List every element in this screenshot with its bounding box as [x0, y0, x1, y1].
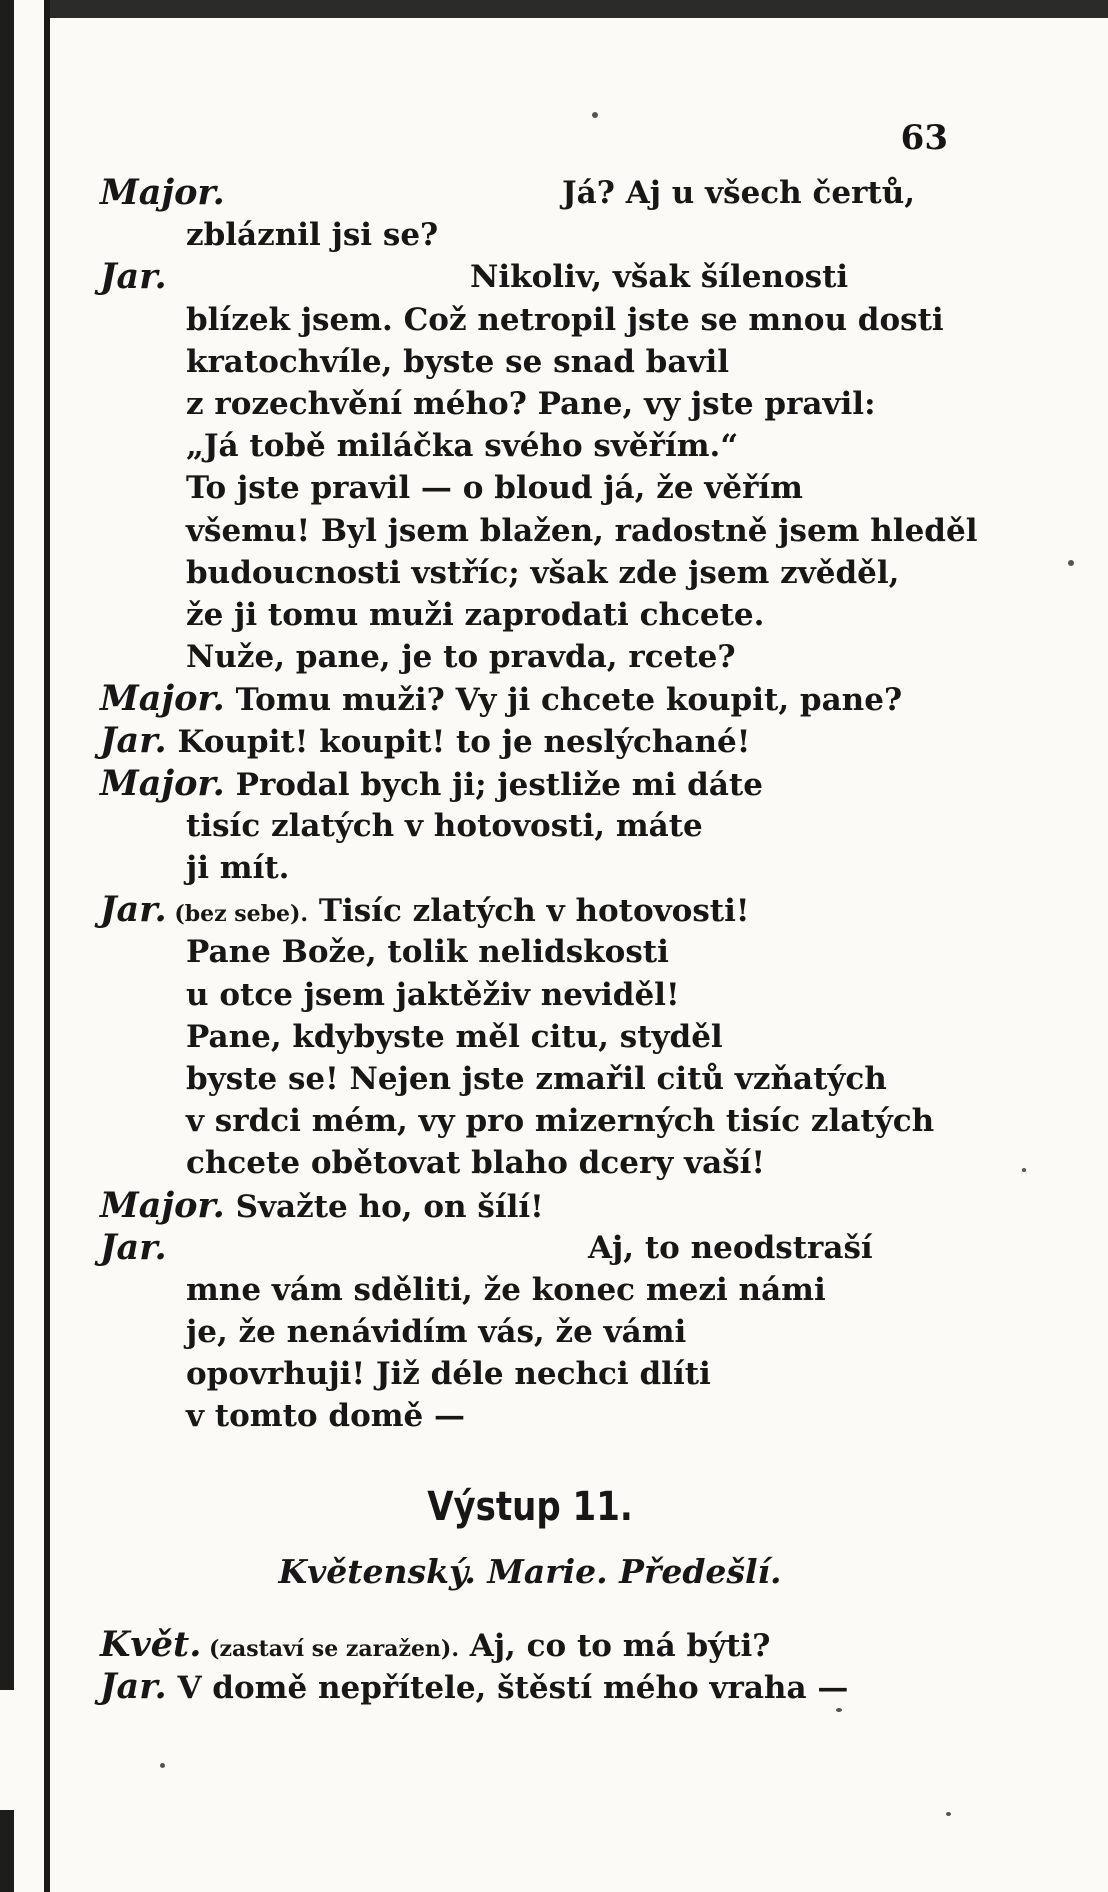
speaker-name: Jar. — [100, 720, 167, 762]
line-text: mne vám sděliti, že konec mezi námi — [186, 1271, 826, 1308]
text-line — [100, 172, 960, 214]
text-line — [100, 763, 960, 805]
text-line — [100, 552, 960, 594]
text-line — [100, 256, 960, 298]
page-number: 63 — [900, 118, 948, 158]
scan-edge-left — [0, 0, 14, 1892]
line-text: „Já tobě miláčka svého svěřím.“ — [186, 428, 739, 465]
line-text: Já? Aj u všech čertů, — [562, 175, 916, 211]
line-text: Nuže, pane, je to pravda, rcete? — [186, 639, 736, 676]
text-line — [100, 1395, 960, 1437]
speck — [946, 1812, 951, 1816]
line-text: Prodal bych ji; jestliže mi dáte — [224, 766, 763, 803]
text-line — [100, 1353, 960, 1395]
dialogue-block — [100, 1624, 960, 1708]
line-text: zbláznil jsi se? — [186, 217, 439, 254]
line-text: blízek jsem. Což netropil jste se mnou dosti — [186, 301, 944, 338]
text-line — [100, 678, 960, 720]
speaker-name: Major. — [100, 172, 225, 213]
text-line — [100, 1016, 960, 1058]
speaker-name: Major. — [100, 1184, 225, 1226]
text-line — [100, 510, 978, 552]
scene-heading: Výstup 11. — [427, 1483, 633, 1530]
text-line — [100, 636, 960, 678]
line-text: z rozechvění mého? Pane, vy jste pravil: — [186, 385, 876, 422]
text-line — [100, 1227, 960, 1269]
margin-gap — [0, 1690, 14, 1810]
text-line — [100, 1185, 960, 1227]
line-text: u otce jsem jaktěživ neviděl! — [186, 976, 680, 1013]
text-line — [100, 1624, 960, 1666]
line-text: opovrhuji! Již déle nechci dlíti — [186, 1356, 711, 1393]
scene-cast: Květenský. Marie. Předešlí. — [278, 1551, 782, 1591]
text-line — [100, 847, 960, 889]
text-line — [100, 1100, 960, 1142]
line-text: byste se! Nejen jste zmařil citů vzňatých — [186, 1060, 887, 1097]
speaker-name: Jar. — [100, 1665, 167, 1707]
text-line — [100, 1058, 960, 1100]
stage-direction: (bez sebe). — [166, 901, 309, 928]
speck — [160, 1763, 165, 1768]
line-text: tisíc zlatých v hotovosti, máte — [186, 807, 703, 844]
line-text: Pane Bože, tolik nelidskosti — [186, 934, 669, 971]
text-line — [100, 805, 960, 847]
line-text: budoucnosti vstříc; však zde jsem zvěděl, — [186, 554, 900, 591]
text-line — [100, 341, 960, 383]
stage-direction: (zastaví se zaražen). — [201, 1635, 459, 1662]
line-text: Aj, co to má býti? — [459, 1627, 771, 1664]
text-line — [100, 214, 960, 256]
text-line — [100, 974, 960, 1016]
line-text: ji mít. — [186, 850, 290, 886]
line-text: v srdci mém, vy pro mizerných tisíc zlatých — [186, 1103, 935, 1140]
line-text: Koupit! koupit! to je neslýchané! — [166, 724, 751, 761]
text-line — [100, 1269, 960, 1311]
text-line — [100, 1666, 960, 1708]
text-line — [100, 889, 960, 931]
speaker-name: Major. — [100, 762, 225, 804]
dialogue-block — [100, 172, 978, 1438]
line-text: je, že nenávidím vás, že vámi — [186, 1314, 687, 1351]
text-line — [100, 1311, 960, 1353]
speck — [836, 1708, 842, 1712]
page-gutter — [14, 0, 50, 1892]
speaker-name: Major. — [100, 678, 225, 720]
text-line — [100, 299, 960, 341]
line-text: chcete obětovat blaho dcery vaší! — [186, 1145, 766, 1182]
scan-edge-top — [0, 0, 1108, 18]
text-line — [100, 1142, 960, 1184]
speck — [1022, 1168, 1026, 1172]
line-text: V domě nepřítele, štěstí mého vraha — — [166, 1669, 849, 1706]
text-line — [100, 594, 960, 636]
line-text: Tomu muži? Vy ji chcete koupit, pane? — [224, 682, 903, 719]
play-text — [100, 172, 978, 1708]
line-text: Nikoliv, však šílenosti — [470, 259, 849, 296]
text-line — [100, 383, 960, 425]
line-text: Aj, to neodstraší — [588, 1229, 873, 1266]
text-line — [100, 931, 960, 973]
line-text: To jste pravil — o bloud já, že věřím — [186, 470, 803, 507]
line-text: kratochvíle, byste se snad bavil — [186, 343, 729, 380]
speaker-name: Jar. — [100, 889, 167, 931]
speck — [592, 112, 598, 118]
speaker-name: Jar. — [100, 256, 167, 298]
text-line — [100, 467, 960, 509]
line-text: v tomto domě — — [186, 1398, 466, 1435]
text-line — [100, 425, 960, 467]
line-text: že ji tomu muži zaprodati chcete. — [186, 596, 765, 633]
speck — [1068, 560, 1074, 566]
speaker-name: Jar. — [100, 1226, 167, 1268]
line-text: všemu! Byl jsem blažen, radostně jsem hleděl — [186, 512, 978, 549]
line-text: Tisíc zlatých v hotovosti! — [308, 893, 750, 930]
text-line — [100, 720, 960, 762]
speaker-name: Květ. — [100, 1623, 202, 1665]
line-text: Pane, kdybyste měl citu, styděl — [186, 1018, 723, 1055]
line-text: Svažte ho, on šílí! — [224, 1188, 544, 1225]
